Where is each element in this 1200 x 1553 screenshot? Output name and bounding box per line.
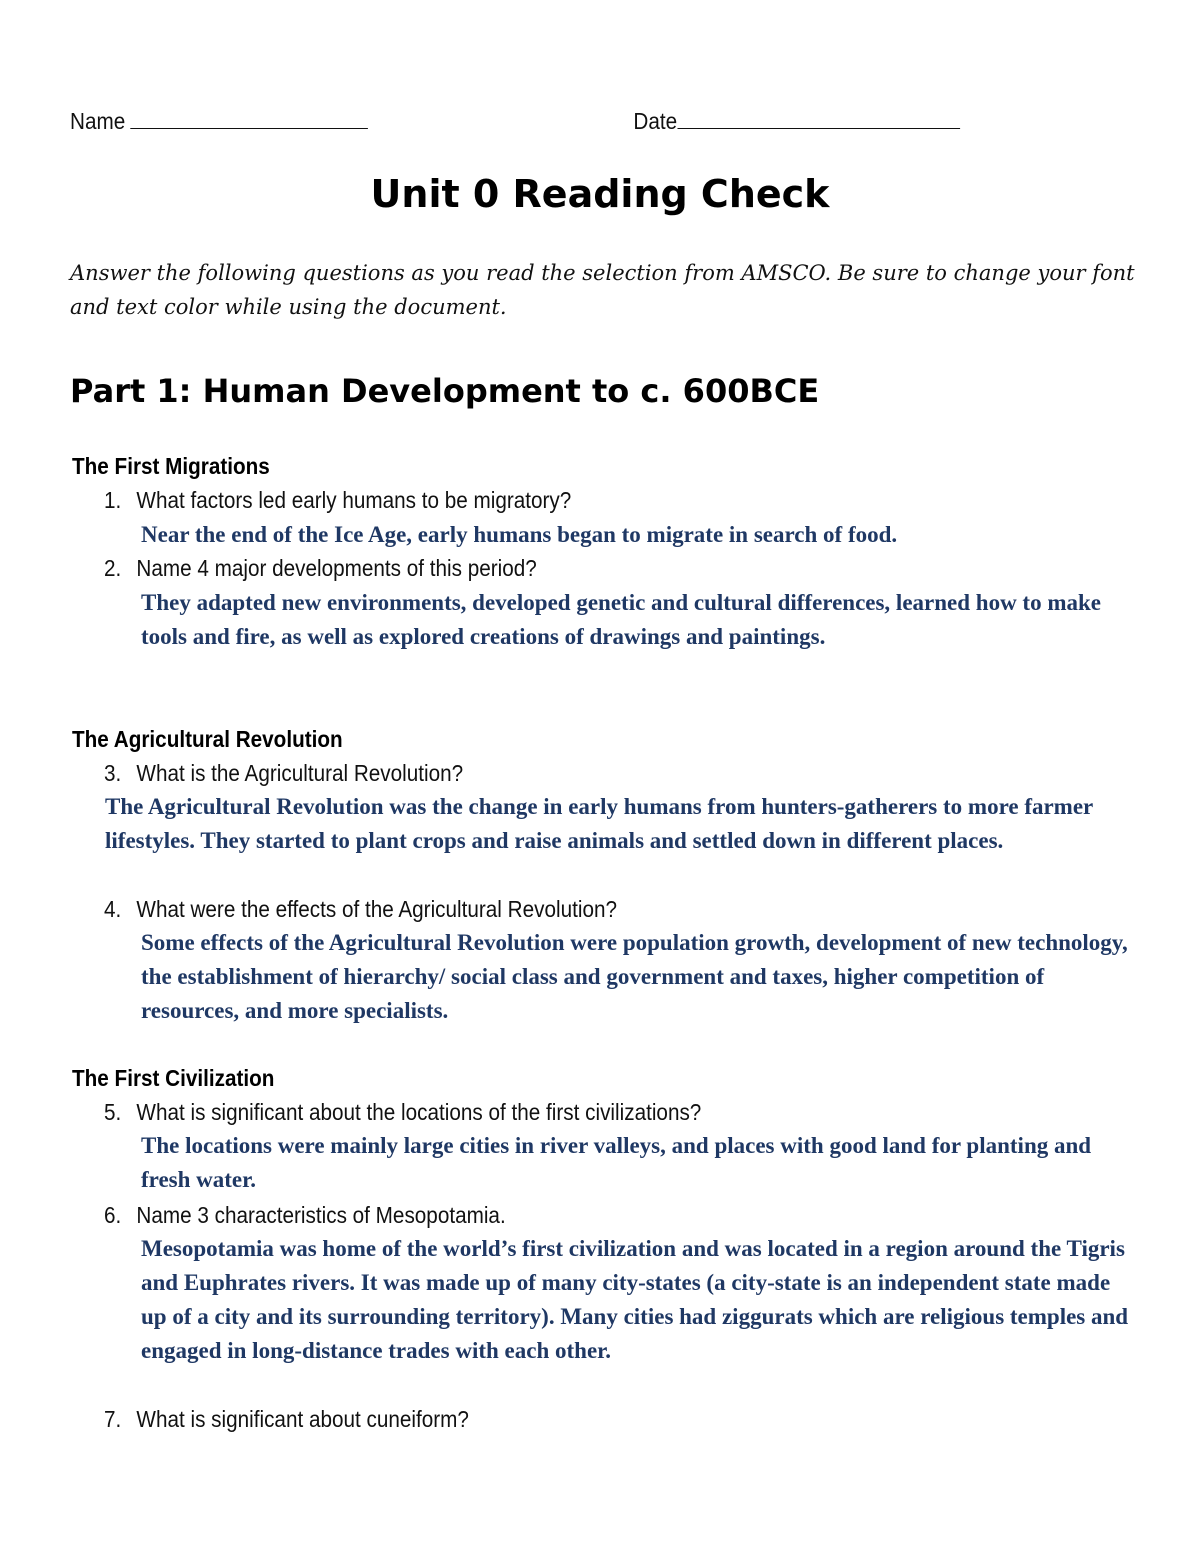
question-text: What were the effects of the Agricultural Revolution? xyxy=(136,896,617,922)
question-text: What is significant about the locations of the first civilizations? xyxy=(136,1099,702,1125)
question-number: 3. xyxy=(104,760,122,786)
part-heading: Part 1: Human Development to c. 600BCE xyxy=(70,372,820,410)
question-6 xyxy=(104,1202,1058,1229)
question-text: Name 4 major developments of this period? xyxy=(136,555,537,581)
question-number: 4. xyxy=(104,896,122,922)
section-heading-agricultural-revolution: The Agricultural Revolution xyxy=(72,726,343,752)
answer-3[interactable]: The Agricultural Revolution was the change in early humans from hunters-gatherers to more farmer lifestyles. They started to plant crops and raise animals and settled down in different places. xyxy=(105,794,1093,853)
answer-1[interactable]: Near the end of the Ice Age, early humans began to migrate in search of food. xyxy=(141,522,898,547)
section-heading-first-civilization: The First Civilization xyxy=(72,1065,275,1091)
date-underline[interactable] xyxy=(677,106,960,129)
instructions: Answer the following questions as you read the selection from AMSCO. Be sure to change your font and text color while using the document. xyxy=(70,261,1135,319)
question-4 xyxy=(104,896,1058,923)
answer-4[interactable]: Some effects of the Agricultural Revolution were population growth, development of new technology, the establishment of hierarchy/ social class and government and taxes, higher competition of resources, and more specialists. xyxy=(141,930,1128,1023)
question-text: What is the Agricultural Revolution? xyxy=(136,760,464,786)
question-2 xyxy=(104,555,1058,582)
question-text: Name 3 characteristics of Mesopotamia. xyxy=(136,1202,506,1228)
answer-6[interactable]: Mesopotamia was home of the world’s first civilization and was located in a region around the Tigris and Euphrates rivers. It was made up of many city-states (a city-state is an independent state made up of a city and its surrounding territory). Many cities had ziggurats which are religious temples and engaged in long-distance trades with each other. xyxy=(141,1236,1129,1363)
question-1 xyxy=(104,487,1058,514)
question-text: What is significant about cuneiform? xyxy=(136,1406,469,1432)
question-7 xyxy=(104,1406,1058,1433)
page-title: Unit 0 Reading Check xyxy=(370,172,830,216)
name-label: Name xyxy=(70,108,126,134)
question-number: 6. xyxy=(104,1202,122,1228)
question-5 xyxy=(104,1099,1058,1126)
section-heading-first-migrations: The First Migrations xyxy=(72,453,270,479)
question-number: 7. xyxy=(104,1406,122,1432)
date-label: Date xyxy=(633,108,678,134)
question-text: What factors led early humans to be migratory? xyxy=(136,487,572,513)
name-field[interactable] xyxy=(70,106,368,135)
question-number: 2. xyxy=(104,555,122,581)
answer-5[interactable]: The locations were mainly large cities in river valleys, and places with good land for planting and fresh water. xyxy=(141,1133,1092,1192)
question-number: 1. xyxy=(104,487,122,513)
header-row xyxy=(70,106,1024,138)
question-number: 5. xyxy=(104,1099,122,1125)
date-field[interactable] xyxy=(633,106,959,135)
name-underline[interactable] xyxy=(131,106,369,129)
answer-2[interactable]: They adapted new environments, developed genetic and cultural differences, learned how to make tools and fire, as well as explored creations of drawings and paintings. xyxy=(141,590,1102,649)
question-3 xyxy=(104,760,1058,787)
